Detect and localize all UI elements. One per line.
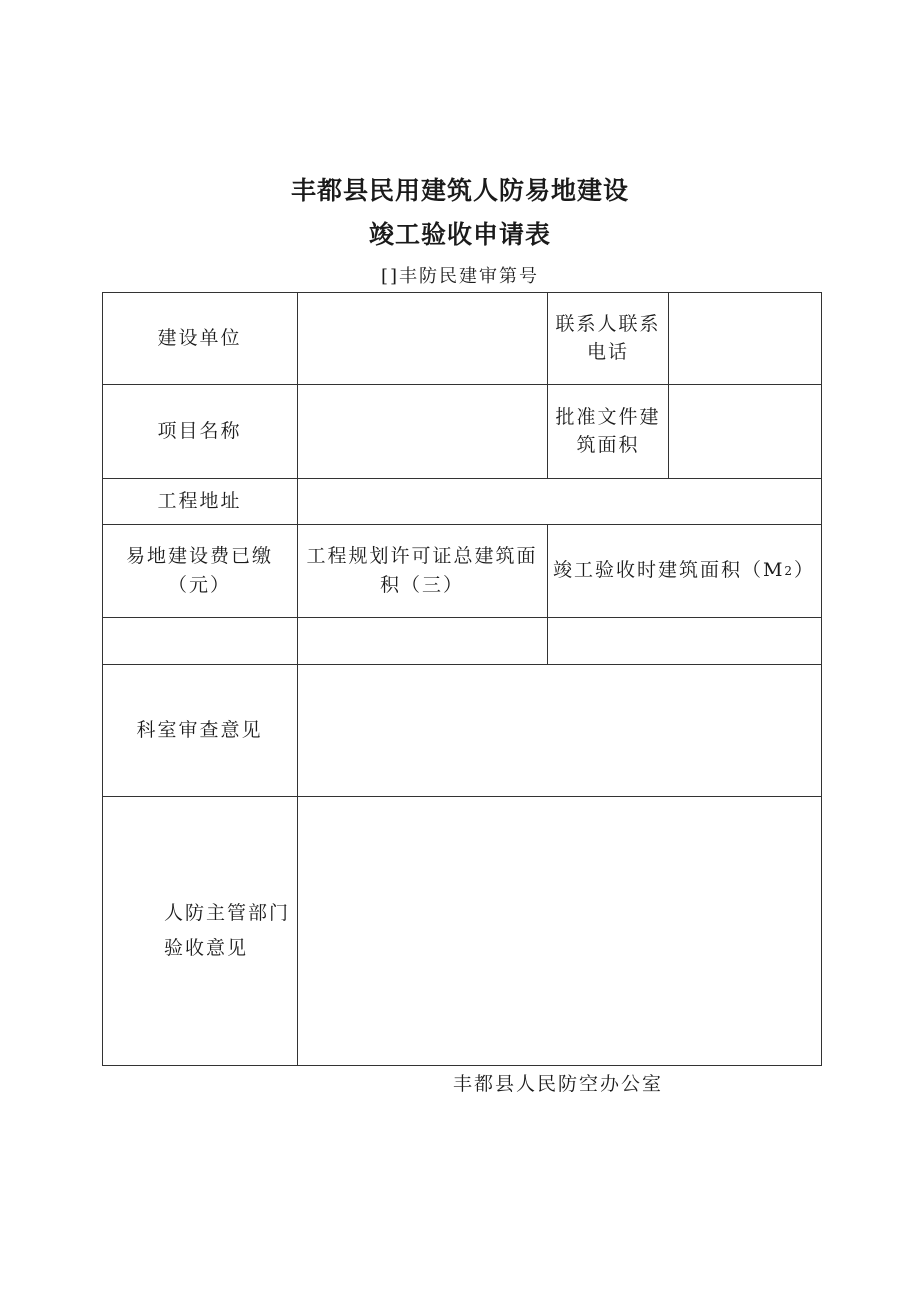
project-name-field[interactable] [298,385,547,478]
final-area-label-text: 竣工验收时建筑面积（M [552,559,785,582]
form-title-line2: 竣工验收申请表 [368,220,551,249]
plan-area-label: 工程规划许可证总建筑面积（三） [306,545,538,596]
authority-opinion-label-line1: 人防主管部门 [164,902,291,924]
project-name-label: 项目名称 [157,419,242,442]
dept-review-field[interactable] [298,665,821,796]
construction-unit-field[interactable] [298,293,547,384]
authority-opinion-field[interactable] [298,797,821,1065]
plan-area-field[interactable] [298,618,547,664]
contact-phone-field[interactable] [669,293,821,384]
form-title-line1: 丰都县民用建筑人防易地建设 [290,176,629,205]
approved-area-field[interactable] [669,385,821,478]
final-area-label [547,524,821,617]
document-number: []丰防民建审第号 [380,266,540,287]
authority-opinion-label [102,796,297,1065]
project-address-field[interactable] [298,479,821,524]
fee-paid-field[interactable] [103,618,297,664]
table-border-right [821,292,822,1066]
final-area-unit-superscript: 2 [784,563,795,578]
fee-paid-label: 易地建设费已缴（元） [125,545,273,596]
construction-unit-label: 建设单位 [157,326,242,349]
table-border-bottom [102,1065,822,1066]
contact-phone-label: 联系人联系电话 [555,312,661,363]
issuing-office: 丰都县人民防空办公室 [453,1073,664,1095]
dept-review-label: 科室审查意见 [136,718,263,741]
final-area-label-close: ） [794,559,816,582]
project-address-label: 工程地址 [157,489,242,512]
approved-area-label: 批准文件建筑面积 [555,405,661,456]
authority-opinion-label-line2: 验收意见 [164,936,249,959]
final-area-field[interactable] [548,618,821,664]
